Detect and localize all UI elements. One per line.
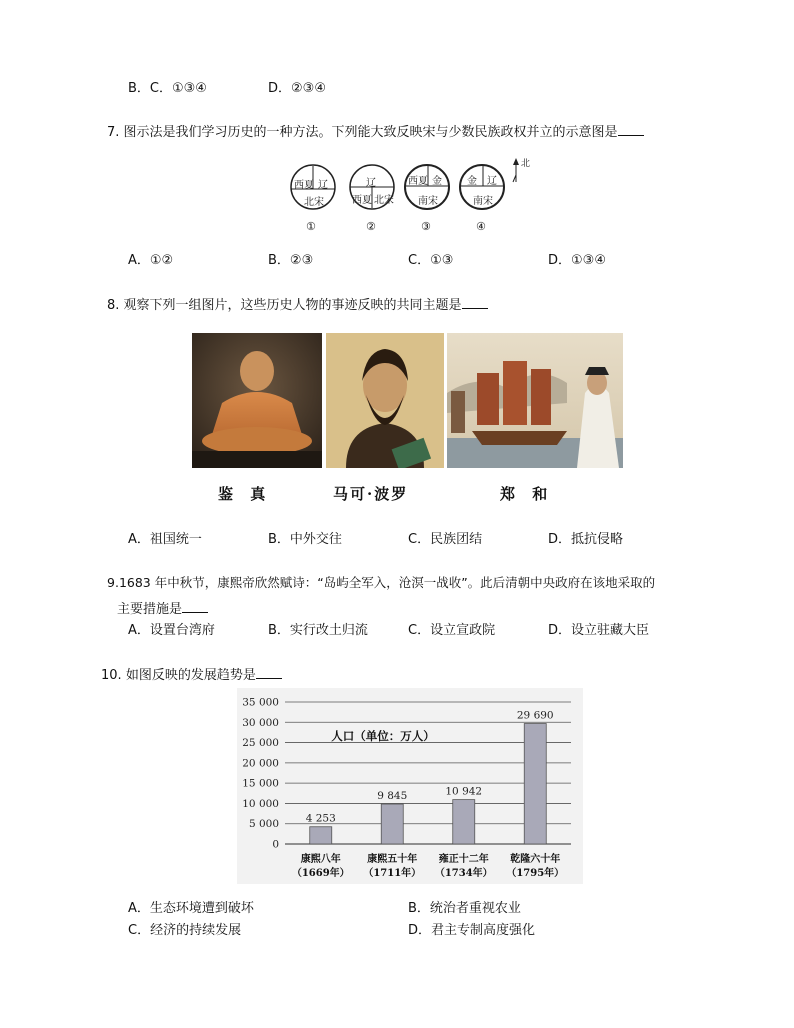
diagram-3-label: 西夏 <box>408 176 428 187</box>
diagram-2-number: ② <box>366 220 376 233</box>
diagram-1-label: 西夏 <box>294 180 314 191</box>
caption-jianzhen: 鉴 真 <box>218 485 272 503</box>
top-option-d: D．②③④ <box>268 81 326 96</box>
x-tick-label: 雍正十二年 <box>438 854 489 865</box>
x-tick-label: 康熙五十年 <box>367 854 418 865</box>
q8-option-c[interactable]: C．民族团结 <box>408 532 483 547</box>
chart-title: 人口（单位：万人） <box>331 729 435 743</box>
x-tick-label: （1795年） <box>506 868 565 879</box>
bar-value-label: 29 690 <box>516 709 554 722</box>
question-10-stem: 10. 如图反映的发展趋势是 <box>101 664 282 683</box>
jianzhen-photo <box>192 333 322 468</box>
q10-option-a[interactable]: A．生态环境遭到破坏 <box>128 901 254 916</box>
y-tick-label: 35 000 <box>242 696 279 709</box>
q7-option-a[interactable]: A．①② <box>128 253 174 268</box>
bar-value-label: 10 942 <box>445 785 483 798</box>
diagram-1-label: 北宋 <box>304 197 324 208</box>
diagram-2-label: 西夏 <box>352 195 372 206</box>
diagram-1-number: ① <box>306 220 316 233</box>
q9-option-c[interactable]: C．设立宣政院 <box>408 623 496 638</box>
diagram-1-label: 辽 <box>318 180 328 191</box>
bar <box>453 800 475 844</box>
diagram-2-label: 北宋 <box>374 195 394 206</box>
y-tick-label: 15 000 <box>242 777 279 790</box>
y-tick-label: 0 <box>272 838 279 851</box>
diagram-4-number: ④ <box>476 220 486 233</box>
diagram-4-label: 金 <box>467 176 477 187</box>
y-tick-label: 25 000 <box>242 737 279 750</box>
q9-option-b[interactable]: B．实行改土归流 <box>268 623 368 638</box>
question-7-stem: 7. 图示法是我们学习历史的一种方法。下列能大致反映宋与少数民族政权并立的示意图是 <box>107 121 644 140</box>
y-tick-label: 20 000 <box>242 757 279 770</box>
q7-option-b[interactable]: B．②③ <box>268 253 314 268</box>
caption-marco-polo: 马可·波罗 <box>333 485 409 503</box>
bar-value-label: 4 253 <box>305 812 336 825</box>
top-option-b-c: B．C．①③④ <box>128 81 207 96</box>
q8-option-b[interactable]: B．中外交往 <box>268 532 342 547</box>
diagram-3-label: 金 <box>432 176 442 187</box>
bar <box>310 827 332 844</box>
y-tick-label: 30 000 <box>242 716 279 729</box>
diagram-3-label: 南宋 <box>418 196 438 207</box>
diagram-2-label: 辽 <box>366 178 376 189</box>
question-8-stem: 8. 观察下列一组图片，这些历史人物的事迹反映的共同主题是 <box>107 294 488 313</box>
q8-option-a[interactable]: A．祖国统一 <box>128 532 202 547</box>
x-tick-label: （1711年） <box>363 868 422 879</box>
q7-option-d[interactable]: D．①③④ <box>548 253 606 268</box>
x-tick-label: （1734年） <box>434 868 493 879</box>
q8-option-d[interactable]: D．抵抗侵略 <box>548 532 624 547</box>
x-tick-label: 康熙八年 <box>300 854 341 865</box>
x-tick-label: 乾隆六十年 <box>510 854 561 865</box>
q9-option-a[interactable]: A．设置台湾府 <box>128 623 215 638</box>
population-chart <box>237 688 583 884</box>
diagram-3-number: ③ <box>421 220 431 233</box>
diagram-4-label: 南宋 <box>473 196 493 207</box>
bar <box>381 804 403 844</box>
caption-zheng-he: 郑 和 <box>500 485 554 503</box>
q10-option-b[interactable]: B．统治者重视农业 <box>408 901 521 916</box>
y-tick-label: 10 000 <box>242 797 279 810</box>
zheng-he-photo <box>447 333 623 468</box>
q9-option-d[interactable]: D．设立驻藏大臣 <box>548 623 650 638</box>
q10-option-d[interactable]: D．君主专制高度强化 <box>408 923 536 938</box>
diagram-4-label: 辽 <box>487 176 497 187</box>
marco-polo-photo <box>326 333 444 468</box>
north-label: 北 <box>521 159 531 169</box>
q7-option-c[interactable]: C．①③ <box>408 253 454 268</box>
bar <box>524 724 546 844</box>
q10-option-c[interactable]: C．经济的持续发展 <box>128 923 242 938</box>
bar-value-label: 9 845 <box>377 790 408 803</box>
x-tick-label: （1669年） <box>291 868 350 879</box>
question-9-stem-line1: 9.1683 年中秋节，康熙帝欣然赋诗：“岛屿全军入，沧溟一战收”。此后清朝中央政府在该地采取的 <box>107 575 656 590</box>
y-tick-label: 5 000 <box>248 818 279 831</box>
question-9-stem-line2: 主要措施是 <box>117 598 208 617</box>
